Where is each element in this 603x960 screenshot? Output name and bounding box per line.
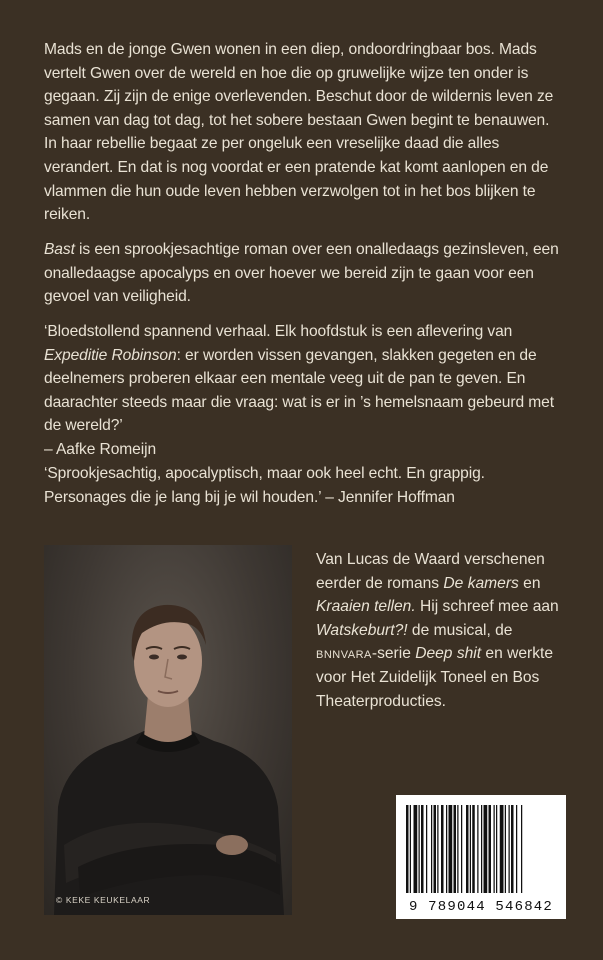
review-quote-hoffman: ‘Sprookjesachtig, apocalyptisch, maar ook heel echt. En grappig. Personages die je lang bij je wil houden.’ – Jennifer Hoffman [44,465,485,506]
review-quote-romeijn [44,320,564,462]
tagline-paragraph [44,238,564,309]
tagline-text: is een sprookjesachtige roman over een onalledaags gezinsleven, een onalledaagse apocalyps en over hoever we bereid zijn te gaan voor een gevoel van veiligheid. [44,241,559,306]
bio-text: -serie [371,645,416,663]
synopsis-paragraph: Mads en de jonge Gwen wonen in een diep, ondoordringbaar bos. Mads vertelt Gwen over de wereld en hoe die op gruwelijke wijze ten onder is gegaan. Zij zijn de enige overlevenden. Beschut door de wildernis leven ze samen van dag tot dag, tot het sobere bestaan Gwen begint te benauwen. In haar rebellie begaat ze per ongeluk een vreselijke daad die alles verandert. En dat is nog voordat er een pratende kat komt aanlopen en de vlammen die hun oude leven hebben verzwolgen tot in het bos blijken te reiken. [44,41,554,224]
isbn-barcode [396,795,566,919]
quote-author: – Aafke Romeijn [44,440,157,458]
bio-series-title: Deep shit [415,645,482,663]
book-title: Bast [44,241,75,258]
bio-text: Hij schreef mee aan [415,598,559,616]
isbn-number: 9 789044 546842 [408,899,554,915]
bio-text: en werkte voor Het Zuidelijk Toneel en Bos Theaterproducties. [316,645,554,710]
quote-show-title: Expeditie Robinson [44,346,177,364]
bio-book-title: De kamers [443,574,519,592]
bio-broadcaster: bnnvara [316,645,372,663]
bio-book-title: Kraaien tellen. [316,598,416,616]
bio-musical-title: Watskeburt?! [316,621,408,639]
author-bio [316,548,566,713]
author-portrait-illustration [44,545,292,915]
bio-text: de musical, de [407,621,513,639]
quote-text-part2: : er worden vissen gevangen, slakken gegeten en de deelnemers proberen elkaar een mentale veeg uit de pan te geven. En daarachter steeds maar die vraag: wat is er in ’s hemelsnaam gebeurd met de wereld?’ [44,346,554,435]
author-photo [44,545,292,915]
quote-text-part1: ‘Bloedstollend spannend verhaal. Elk hoofdstuk is een aflevering van [44,323,513,340]
bio-text: en [518,574,541,592]
bio-text: Van Lucas de Waard verschenen eerder de romans [316,551,545,592]
photo-credit: © KEKE KEUKELAAR [56,895,151,905]
